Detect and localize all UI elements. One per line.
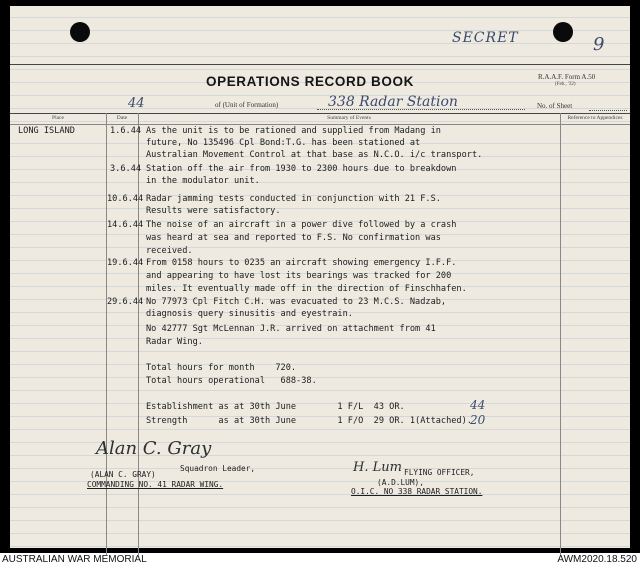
entry-line: was heard at sea and reported to F.S. No confirmation was bbox=[146, 233, 441, 243]
signature-left: Alan C. Gray bbox=[96, 438, 212, 459]
place-value: LONG ISLAND bbox=[18, 126, 75, 136]
column-divider-summary bbox=[560, 113, 561, 555]
entry-line: From 0158 hours to 0235 an aircraft showing emergency I.F.F. bbox=[146, 258, 457, 268]
form-reference-date: (Feb., '32) bbox=[555, 82, 576, 87]
sheet-number-handwritten: 44 bbox=[128, 96, 145, 111]
entry-line: future, No 135496 Cpl Bond:T.G. has been stationed at bbox=[146, 138, 421, 148]
entry-line: received. bbox=[146, 246, 193, 256]
entry-line: diagnosis query sinusitis and eyestrain. bbox=[146, 309, 353, 319]
column-header-summary: Summary of Events bbox=[327, 115, 371, 121]
record-sheet bbox=[10, 6, 630, 548]
entry-line: The noise of an aircraft in a power dive followed by a crash bbox=[146, 220, 457, 230]
entry-date: 29.6.44 bbox=[107, 297, 144, 307]
column-header-references: Reference to Appendices bbox=[567, 115, 623, 121]
column-header-date: Date bbox=[116, 115, 128, 121]
left-post: COMMANDING NO. 41 RADAR WING. bbox=[87, 480, 224, 489]
footer-institution: AUSTRALIAN WAR MEMORIAL bbox=[2, 554, 147, 565]
entry-line: As the unit is to be rationed and supplied from Madang in bbox=[146, 126, 441, 136]
punch-hole-right bbox=[553, 22, 573, 42]
sheet-dotted-line bbox=[589, 110, 627, 111]
entry-date: 14.6.44 bbox=[107, 220, 144, 230]
footer-accession: AWM2020.18.520 bbox=[557, 554, 637, 565]
left-name: (ALAN C. GRAY) bbox=[90, 470, 156, 479]
establishment-line: Establishment as at 30th June 1 F/L 43 OR. bbox=[146, 402, 405, 412]
entry-line: and appearing to have lost its bearings was tracked for 200 bbox=[146, 271, 452, 281]
page-title: OPERATIONS RECORD BOOK bbox=[206, 74, 414, 89]
top-rule bbox=[10, 64, 630, 65]
entry-line: No 77973 Cpl Fitch C.H. was evacuated to 23 M.C.S. Nadzab, bbox=[146, 297, 447, 307]
establishment-handwritten: 44 bbox=[470, 398, 486, 412]
punch-hole-left bbox=[70, 22, 90, 42]
entry-line: Radar Wing. bbox=[146, 337, 203, 347]
table-top-rule bbox=[10, 113, 630, 114]
unit-name: 338 Radar Station bbox=[328, 94, 458, 110]
left-rank: Squadron Leader, bbox=[180, 464, 256, 473]
right-rank: FLYING OFFICER, bbox=[404, 468, 475, 477]
page-number: 9 bbox=[593, 34, 605, 55]
form-reference: R.A.A.F. Form A.50 bbox=[538, 73, 596, 81]
signature-right: H. Lum bbox=[353, 460, 402, 475]
unit-label: of (Unit of Formation) bbox=[215, 101, 279, 109]
secret-stamp: SECRET bbox=[452, 30, 519, 46]
entry-line: Results were satisfactory. bbox=[146, 206, 281, 216]
entry-line: No 42777 Sgt McLennan J.R. arrived on attachment from 41 bbox=[146, 324, 436, 334]
entry-line: Station off the air from 1930 to 2300 hours due to breakdown bbox=[146, 164, 457, 174]
sheet-label: No. of Sheet bbox=[537, 102, 573, 110]
hours-operational: Total hours operational 688-38. bbox=[146, 376, 317, 386]
entry-date: 3.6.44 bbox=[110, 164, 142, 174]
entry-date: 19.6.44 bbox=[107, 258, 144, 268]
entry-date: 1.6.44 bbox=[110, 126, 142, 136]
entry-line: in the modulator unit. bbox=[146, 176, 260, 186]
strength-line: Strength as at 30th June 1 F/O 29 OR. 1(Attached). bbox=[146, 416, 472, 426]
right-post: O.I.C. NO 338 RADAR STATION. bbox=[351, 487, 483, 496]
entry-date: 10.6.44 bbox=[107, 194, 144, 204]
entry-line: miles. It eventually made off in the direction of Finschhafen. bbox=[146, 284, 467, 294]
hours-month: Total hours for month 720. bbox=[146, 363, 297, 373]
column-header-place: Place bbox=[52, 115, 64, 121]
strength-handwritten: 20 bbox=[470, 413, 486, 427]
entry-line: Radar jamming tests conducted in conjunction with 21 F.S. bbox=[146, 194, 441, 204]
right-name: (A.D.LUM), bbox=[377, 478, 424, 487]
entry-line: Australian Movement Control at that base as N.C.O. i/c transport. bbox=[146, 150, 483, 160]
